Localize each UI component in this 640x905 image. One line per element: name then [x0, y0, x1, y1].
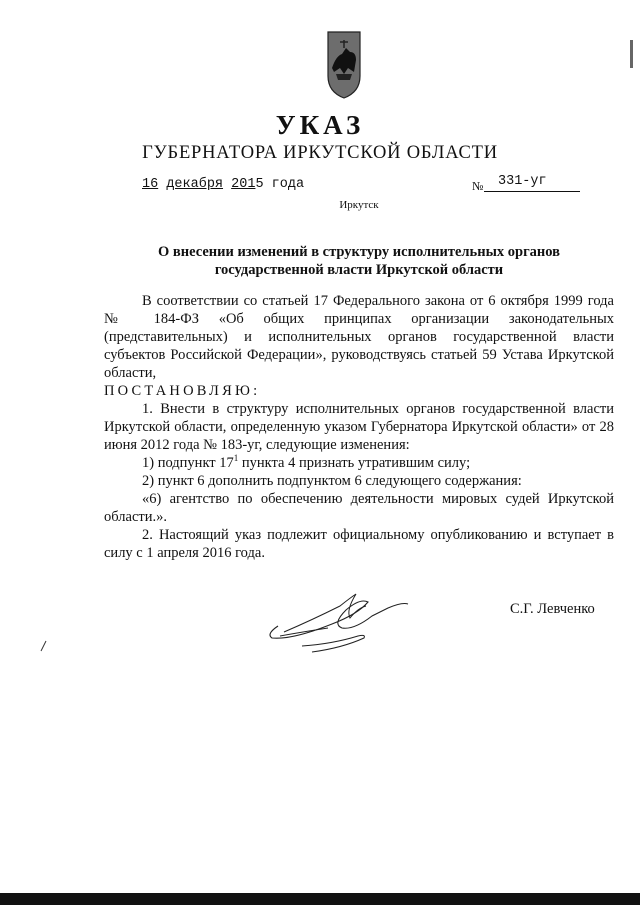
edge-mark: [630, 40, 633, 68]
quoted-subitem-paragraph: «6) агентство по обеспечению деятельности мировых судей Иркутской области.».: [104, 491, 614, 525]
margin-mark: [38, 639, 48, 653]
document-body: [104, 292, 614, 562]
heading-line-1: О внесении изменений в структуру исполнительных органов: [158, 244, 560, 260]
date-year-underlined: 201: [231, 177, 256, 192]
number-label: №: [472, 179, 484, 193]
subitem-1-paragraph: [104, 454, 614, 472]
item-2-paragraph: 2. Настоящий указ подлежит официальному опубликованию и вступает в силу с 1 апреля 2016 года.: [104, 527, 614, 561]
heading-line-2: государственной власти Иркутской области: [214, 262, 504, 278]
document-subtitle: ГУБЕРНАТОРА ИРКУТСКОЙ ОБЛАСТИ: [142, 143, 498, 163]
item-1-paragraph: 1. Внести в структуру исполнительных органов государственной власти Иркутской области, определенную указом Губернатора Иркутской области» от 28 июня 2012 года № 183-уг, следующие изменения:: [104, 401, 614, 453]
subitem-1-text-post: пункта 4 признать утратившим силу;: [238, 455, 471, 471]
document-city: Иркутск: [339, 199, 379, 211]
document-title: УКАЗ: [275, 110, 365, 140]
postanovlyayu-heading: ПОСТАНОВЛЯЮ:: [104, 383, 261, 399]
date-year-end: 5: [255, 177, 264, 192]
document-date: [142, 177, 304, 192]
subitem-1-text-pre: 1) подпункт 17: [142, 455, 234, 471]
preamble-paragraph: В соответствии со статьей 17 Федерального закона от 6 октября 1999 года № 184-ФЗ «Об общих принципах организации законодательных (представительных) и исполнительных органов государственной власти субъектов Российской Федерации», руководствуясь статьей 59 Устава Иркутской области,: [104, 293, 614, 381]
document-number: 331-уг: [484, 175, 580, 192]
subitem-1-superscript: 1: [233, 453, 239, 463]
handwritten-signature: [262, 588, 412, 660]
document-heading: [104, 243, 614, 279]
signer-name: С.Г. Левченко: [510, 601, 595, 617]
scan-bottom-edge: [0, 893, 640, 905]
date-suffix: года: [271, 177, 305, 192]
subitem-2-paragraph: 2) пункт 6 дополнить подпунктом 6 следующего содержания:: [142, 473, 522, 489]
date-day: 16: [142, 177, 159, 192]
coat-of-arms-emblem: [322, 28, 366, 100]
date-month: декабря: [166, 177, 224, 192]
